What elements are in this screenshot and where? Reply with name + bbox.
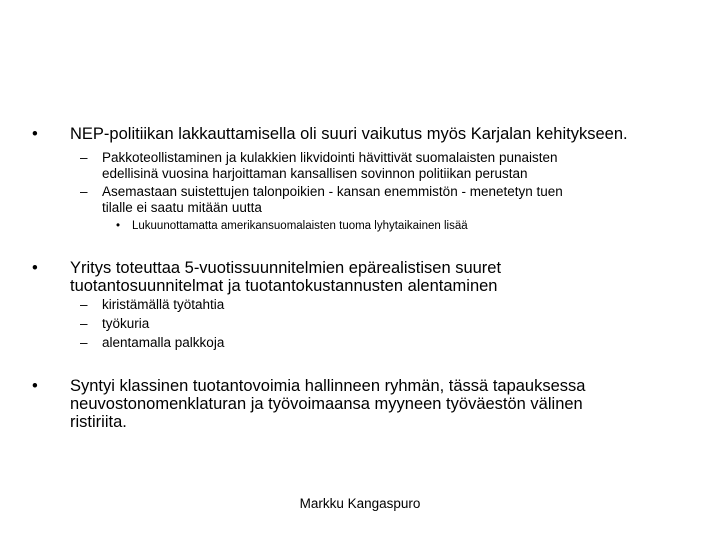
sub-sub-bullet-marker: • [116, 220, 121, 232]
sub-bullet-text: tilalle ei saatu mitään uutta [102, 200, 262, 215]
bullet-marker: • [32, 125, 38, 143]
sub-bullet-text: edellisinä vuosina harjoittaman kansallisen sovinnon politiikan perustan [102, 166, 528, 181]
bullet-text: neuvostonomenklaturan ja työvoimaansa myyneen työväestön välinen [70, 395, 583, 413]
sub-bullet-marker: – [80, 335, 88, 350]
sub-bullet-text: kiristämällä työtahtia [102, 297, 225, 312]
sub-bullet-marker: – [80, 184, 88, 199]
sub-sub-bullet-text: Lukuunottamatta amerikansuomalaisten tuoma lyhytaikainen lisää [132, 220, 468, 232]
bullet-marker: • [32, 259, 38, 277]
bullet-text: ristiriita. [70, 413, 127, 431]
bullet-marker: • [32, 377, 38, 395]
sub-bullet-marker: – [80, 316, 88, 331]
bullet-text: Yritys toteuttaa 5-vuotissuunnitelmien epärealistisen suuret [70, 259, 502, 277]
bullet-text: NEP-politiikan lakkauttamisella oli suuri vaikutus myös Karjalan kehitykseen. [70, 125, 628, 143]
sub-bullet-text: alentamalla palkkoja [102, 335, 225, 350]
footer-author: Markku Kangaspuro [299, 496, 421, 511]
sub-bullet-marker: – [80, 150, 88, 165]
sub-bullet-marker: – [80, 297, 88, 312]
sub-bullet-text: työkuria [102, 316, 150, 331]
bullet-text: tuotantosuunnitelmat ja tuotantokustannusten alentaminen [70, 277, 498, 295]
sub-bullet-text: Pakkoteollistaminen ja kulakkien likvidointi hävittivät suomalaisten punaisten [102, 150, 558, 165]
sub-bullet-text: Asemastaan suistettujen talonpoikien - kansan enemmistön - menetetyn tuen [102, 184, 563, 199]
bullet-text: Syntyi klassinen tuotantovoimia hallinneen ryhmän, tässä tapauksessa [70, 377, 586, 395]
